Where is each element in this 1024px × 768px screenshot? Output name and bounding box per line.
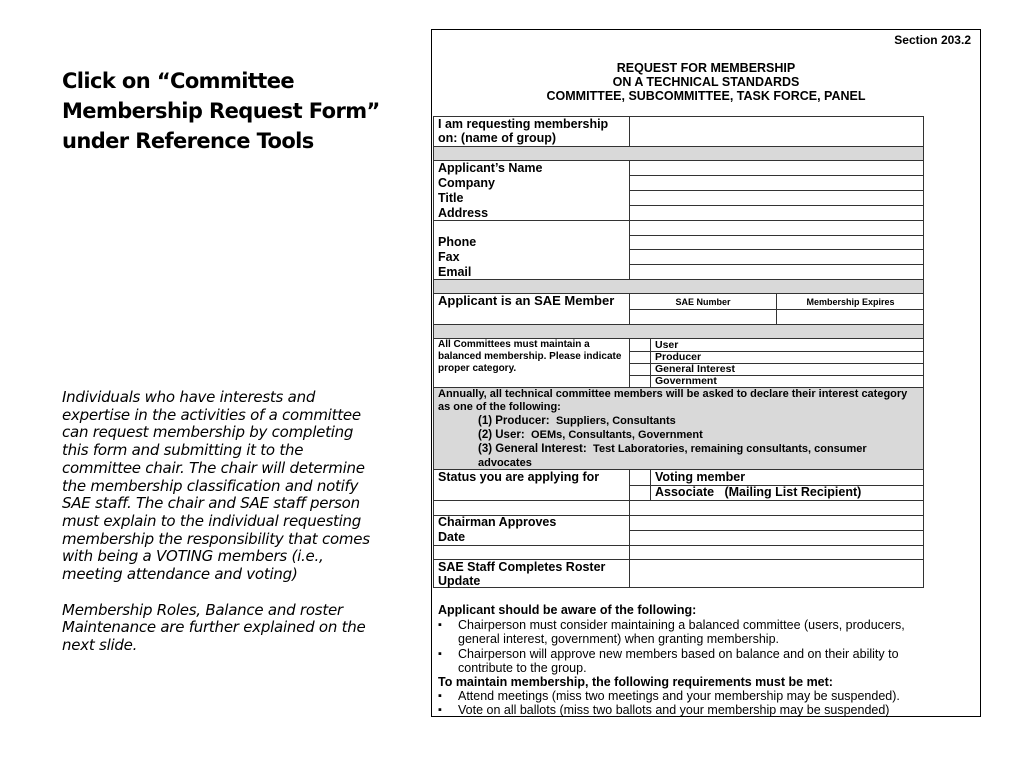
fax-label: Fax (438, 250, 460, 264)
slide-paragraph-2: Membership Roles, Balance and roster Maintenance are further explained on the next slide. (62, 600, 366, 655)
aware-bullet: ▪ Chairperson must consider maintaining a balanced committee (users, producers, general interest, government) when granting membership. (438, 618, 948, 647)
form-heading-line-1: REQUEST FOR MEMBERSHIP (616, 61, 796, 75)
annual-item-producer (478, 414, 918, 428)
annual-item-text: Suppliers, Consultants (555, 415, 676, 427)
annual-item-head: (2) User: (478, 429, 525, 441)
company-label: Company (438, 176, 495, 190)
sae-member-label: Applicant is an SAE Member (438, 293, 615, 308)
phone-label: Phone (438, 235, 477, 249)
title-label: Title (438, 191, 464, 205)
maintain-list (438, 689, 958, 718)
maintain-heading: To maintain membership, the following requirements must be met: (438, 675, 833, 689)
maintain-bullet: ▪ Attend meetings (miss two meetings and your membership may be suspended). (438, 689, 958, 703)
annual-item-general-interest (478, 442, 918, 470)
slide-title: Click on “Committee Membership Request Form” under Reference Tools (62, 69, 380, 153)
section-number: Section 203.2 (894, 33, 971, 47)
balance-note: All Committees must maintain a balanced membership. Please indicate proper category. (438, 339, 622, 374)
category-general-interest: General Interest (655, 363, 735, 375)
status-associate: Associate (Mailing List Recipient) (655, 485, 862, 499)
membership-expires-label: Membership Expires (806, 297, 895, 307)
form-heading (432, 61, 980, 103)
status-voting-member: Voting member (655, 470, 746, 484)
address-label: Address (438, 206, 489, 220)
aware-bullet: ▪ Chairperson will approve new members based on balance and on their ability to contribute to the group. (438, 647, 948, 676)
membership-request-form (431, 29, 981, 717)
gray-band (434, 324, 923, 338)
applicant-name-label: Applicant’s Name (438, 161, 543, 175)
annual-items (478, 414, 918, 470)
form-heading-line-2: ON A TECHNICAL STANDARDS (612, 75, 800, 89)
maintain-bullet: ▪ Vote on all ballots (miss two ballots and your membership may be suspended) (438, 703, 958, 717)
annual-item-head: (3) General Interest: (478, 443, 587, 455)
status-label: Status you are applying for (438, 470, 600, 484)
slide-body (62, 389, 380, 673)
email-label: Email (438, 265, 472, 279)
category-government: Government (655, 375, 717, 387)
sae-number-label: SAE Number (675, 297, 731, 307)
annual-item-text: OEMs, Consultants, Government (531, 429, 703, 441)
aware-list (438, 618, 948, 675)
gray-band (434, 279, 923, 293)
chairman-approves-label: Chairman Approves (438, 515, 557, 529)
annual-item-text: Test Laboratories, remaining consultants, consumer advocates (478, 443, 867, 469)
form-heading-line-3: COMMITTEE, SUBCOMMITTEE, TASK FORCE, PANEL (546, 89, 866, 103)
category-user: User (655, 339, 679, 351)
requesting-label: I am requesting membership on: (name of group) (438, 117, 609, 145)
staff-completes-label: SAE Staff Completes Roster Update (438, 560, 606, 588)
annual-item-user (478, 428, 918, 442)
date-label: Date (438, 530, 466, 544)
annual-item-head: (1) Producer: (478, 415, 550, 427)
annual-intro: Annually, all technical committee members will be asked to declare their interest category as one of the following: (438, 388, 908, 413)
slide-paragraph-1: Individuals who have interests and expertise in the activities of a committee can request membership by completing this form and submitting it to the committee chair. The chair will determine the membership classification and notify SAE staff. The chair and SAE staff person must explain to the individual requesting membership the responsibility that comes with being a VOTING members (i.e., meeting attendance and voting) (62, 388, 370, 584)
aware-heading: Applicant should be aware of the following: (438, 603, 697, 617)
gray-band (434, 146, 923, 160)
category-producer: Producer (655, 351, 702, 363)
